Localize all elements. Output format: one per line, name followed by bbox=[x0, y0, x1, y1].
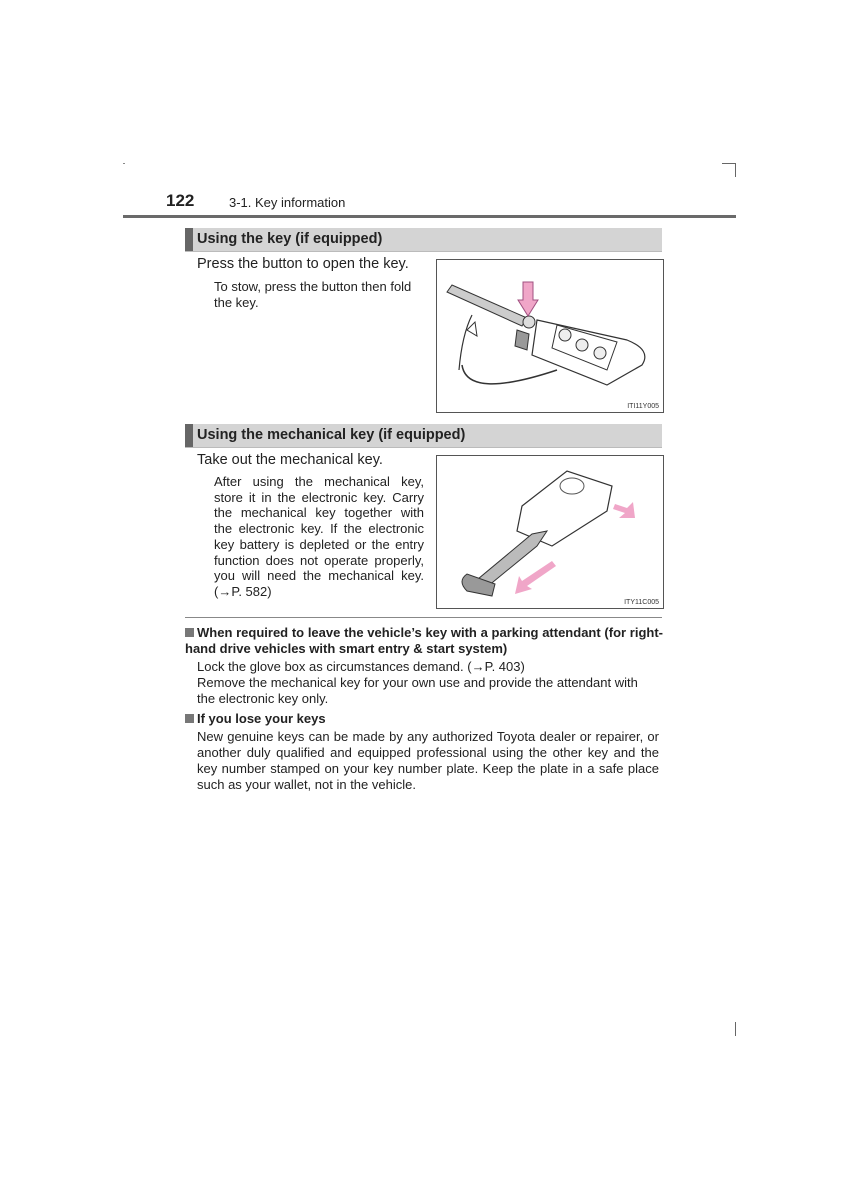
divider bbox=[185, 617, 662, 618]
note-heading-text: If you lose your keys bbox=[197, 711, 326, 726]
section-lead: Take out the mechanical key. bbox=[197, 452, 383, 468]
section-heading bbox=[185, 424, 662, 448]
figure-code: ITI11Y005 bbox=[627, 403, 659, 410]
smart-key-icon bbox=[437, 456, 663, 608]
chapter-title: 3-1. Key information bbox=[229, 195, 346, 210]
section-note: After using the mechanical key, store it in the electronic key. Carry the mechanical key together with the electronic key. If the electronic key battery is depleted or the entry function does not operate properly, you will need the mechanical key. (→P. 582) bbox=[214, 474, 424, 599]
crop-mark bbox=[123, 163, 125, 164]
note-heading bbox=[185, 711, 663, 727]
section-lead: Press the button to open the key. bbox=[197, 256, 409, 272]
crop-mark bbox=[735, 1022, 736, 1036]
square-bullet-icon bbox=[185, 714, 194, 723]
note-body: New genuine keys can be made by any authorized Toyota dealer or repairer, or another duly qualified and equipped professional using the other key and the key number stamped on your key number plate. Keep the plate in a safe place such as your wallet, not in the vehicle. bbox=[197, 729, 659, 792]
section-heading-text: Using the key (if equipped) bbox=[197, 231, 383, 247]
note-heading bbox=[185, 625, 663, 657]
figure-code: ITY11C005 bbox=[624, 599, 659, 606]
note-heading-text: When required to leave the vehicle’s key with a parking attendant (for right-hand drive vehicles with smart entry & start system) bbox=[185, 625, 663, 656]
folding-key-icon bbox=[437, 260, 663, 412]
note-body: Remove the mechanical key for your own use and provide the attendant with the electronic key only. bbox=[197, 675, 638, 706]
section-note: To stow, press the button then fold the key. bbox=[214, 279, 412, 310]
smart-key-illustration bbox=[436, 455, 664, 609]
crop-mark bbox=[722, 163, 736, 177]
folding-key-illustration bbox=[436, 259, 664, 413]
note-body: Lock the glove box as circumstances demand. (→P. 403) bbox=[197, 659, 525, 674]
square-bullet-icon bbox=[185, 628, 194, 637]
section-heading bbox=[185, 228, 662, 252]
section-heading-text: Using the mechanical key (if equipped) bbox=[197, 427, 466, 443]
page-number: 122 bbox=[166, 191, 195, 210]
header-rule bbox=[123, 215, 736, 218]
